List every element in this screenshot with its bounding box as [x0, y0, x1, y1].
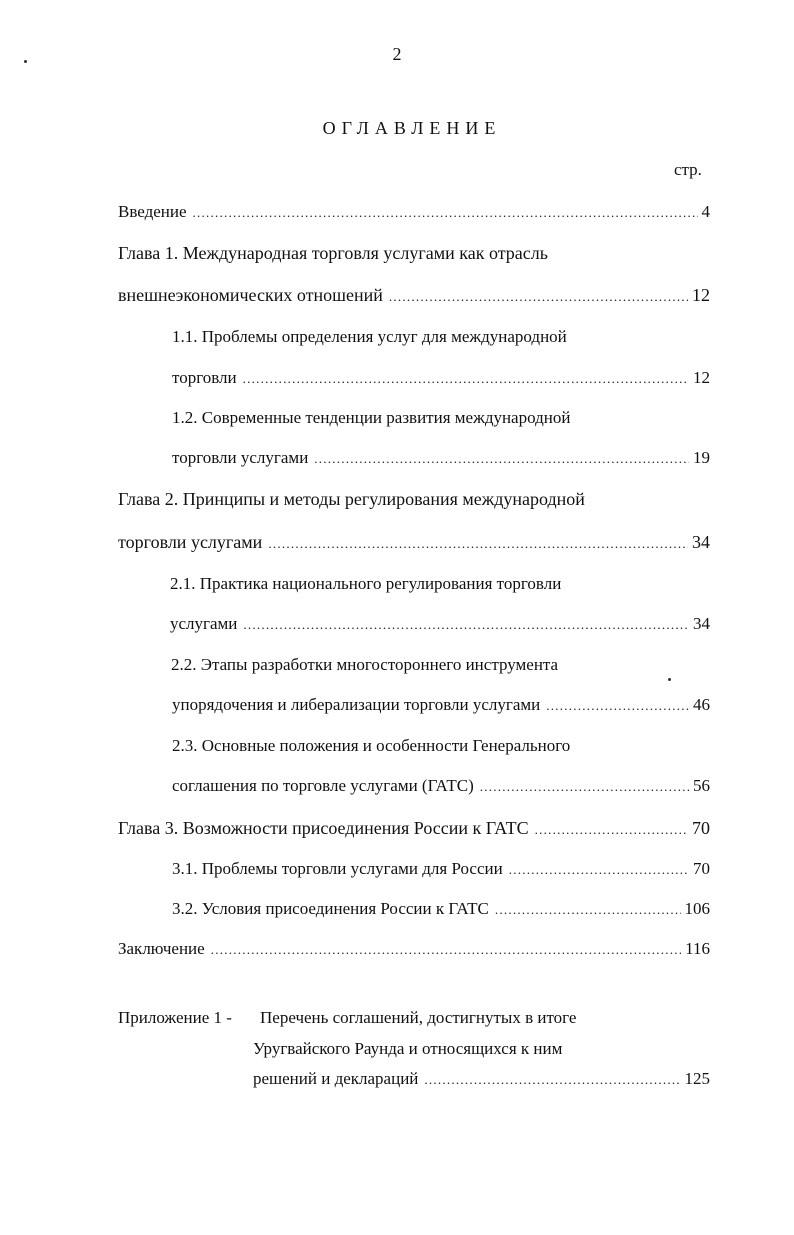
toc-label: услугами — [170, 614, 238, 633]
leader-dots — [268, 536, 688, 552]
toc-page: 46 — [693, 695, 710, 714]
toc-label: внешнеэкономических отношений — [118, 285, 383, 305]
toc-entry-section-1-2-line2 — [172, 448, 710, 472]
toc-entry-section-2-2-line2 — [172, 695, 710, 719]
toc-entry-chapter-3 — [118, 818, 710, 842]
toc-page: 116 — [685, 939, 710, 958]
leader-dots — [243, 617, 689, 633]
toc-label: решений и деклараций — [253, 1069, 419, 1088]
leader-dots — [535, 822, 688, 838]
toc-page: 34 — [692, 532, 710, 552]
toc-label: 3.2. Условия присоединения России к ГАТС — [172, 899, 489, 918]
toc-entry-conclusion — [118, 939, 710, 963]
toc-appendix-line3 — [253, 1069, 710, 1093]
toc-page: 12 — [692, 285, 710, 305]
toc-page: 70 — [693, 859, 710, 878]
toc-entry-chapter-2-line2 — [118, 532, 710, 556]
page-title: ОГЛАВЛЕНИЕ — [322, 118, 502, 138]
leader-dots — [243, 371, 689, 387]
toc-label: торговли услугами — [118, 532, 263, 552]
toc-entry-chapter-2-line1: Глава 2. Принципы и методы регулирования международной — [118, 489, 585, 509]
leader-dots — [211, 942, 681, 958]
toc-page: 12 — [693, 368, 710, 387]
toc-page: 106 — [684, 899, 710, 918]
leader-dots — [480, 779, 689, 795]
leader-dots — [509, 862, 689, 878]
toc-label: Глава 3. Возможности присоединения России к ГАТС — [118, 818, 529, 838]
toc-appendix-line1: Перечень соглашений, достигнутых в итоге — [260, 1008, 577, 1027]
toc-entry-chapter-1-line2 — [118, 285, 710, 309]
toc-page: 19 — [693, 448, 710, 467]
toc-label: 3.1. Проблемы торговли услугами для России — [172, 859, 503, 878]
toc-label: Введение — [118, 202, 187, 221]
toc-entry-section-1-1-line1: 1.1. Проблемы определения услуг для международной — [172, 327, 567, 346]
toc-entry-section-2-3-line2 — [172, 776, 710, 800]
leader-dots — [389, 289, 688, 305]
toc-page: 34 — [693, 614, 710, 633]
toc-entry-section-1-2-line1: 1.2. Современные тенденции развития международной — [172, 408, 571, 427]
toc-entry-chapter-1-line1: Глава 1. Международная торговля услугами как отрасль — [118, 243, 548, 263]
leader-dots — [546, 698, 689, 714]
toc-page: 56 — [693, 776, 710, 795]
toc-label: упорядочения и либерализации торговли услугами — [172, 695, 541, 714]
toc-appendix-prefix: Приложение 1 - — [118, 1008, 232, 1027]
toc-label: соглашения по торговле услугами (ГАТС) — [172, 776, 474, 795]
toc-entry-section-3-2 — [172, 899, 710, 923]
leader-dots — [193, 205, 698, 221]
toc-entry-section-2-2-line1: 2.2. Этапы разработки многостороннего инструмента — [171, 655, 559, 674]
page-column-label: стр. — [674, 160, 702, 179]
leader-dots — [424, 1072, 680, 1088]
toc-label: торговли — [172, 368, 237, 387]
toc-entry-section-1-1-line2 — [172, 368, 710, 392]
toc-label: Заключение — [118, 939, 205, 958]
toc-label: торговли услугами — [172, 448, 309, 467]
leader-dots — [495, 902, 681, 918]
toc-entry-section-3-1 — [172, 859, 710, 883]
scan-speck — [24, 60, 27, 63]
toc-entry-section-2-1-line1: 2.1. Практика национального регулирования торговли — [170, 574, 562, 593]
toc-entry-intro — [118, 202, 710, 226]
leader-dots — [314, 451, 689, 467]
toc-page: 4 — [701, 202, 710, 221]
toc-entry-section-2-3-line1: 2.3. Основные положения и особенности Генерального — [172, 736, 571, 755]
toc-entry-section-2-1-line2 — [170, 614, 710, 638]
page-number: 2 — [392, 44, 402, 64]
toc-page: 125 — [684, 1069, 710, 1088]
toc-page: 70 — [692, 818, 710, 838]
toc-appendix-line2: Уругвайского Раунда и относящихся к ним — [253, 1039, 563, 1058]
scan-speck — [668, 678, 671, 681]
